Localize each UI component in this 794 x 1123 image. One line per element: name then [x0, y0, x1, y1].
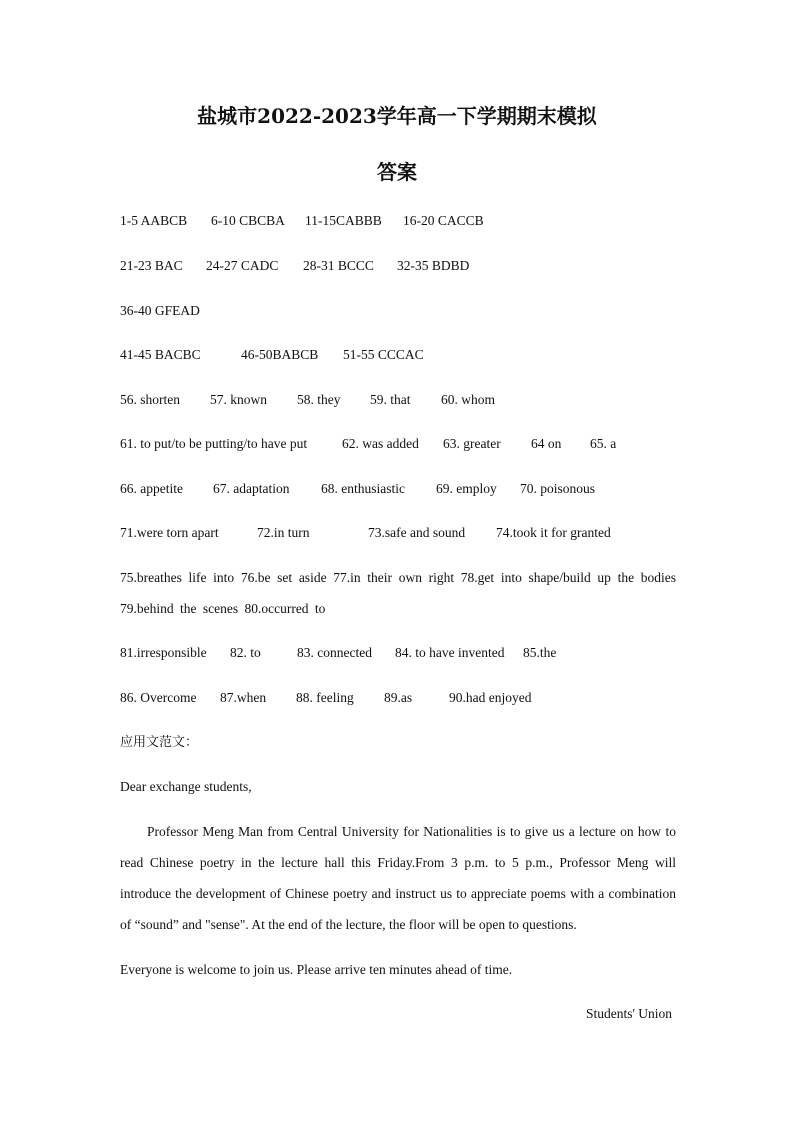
answer-item: 85.the — [523, 645, 557, 660]
answer-item: 63. greater — [443, 436, 501, 451]
answer-row-2 — [120, 257, 469, 275]
essay-signature: Students' Union — [585, 1006, 672, 1021]
answer-item: 46-50BABCB — [241, 347, 319, 362]
answer-item: 60. whom — [441, 392, 495, 407]
answer-item: 74.took it for granted — [496, 525, 611, 540]
answer-item: 87.when — [220, 690, 267, 705]
answer-item: 41-45 BACBC — [120, 347, 201, 362]
answer-row-5 — [120, 391, 495, 409]
answer-item: 70. poisonous — [520, 481, 596, 496]
answer-item: 6-10 CBCBA — [211, 213, 285, 228]
answer-item: 24-27 CADC — [206, 258, 279, 273]
answer-row-11 — [120, 689, 531, 707]
answer-item: 73.safe and sound — [368, 525, 466, 540]
answer-item: 21-23 BAC — [120, 258, 183, 273]
answer-item: 69. employ — [436, 481, 497, 496]
answer-item: 32-35 BDBD — [397, 258, 470, 273]
answer-item: 28-31 BCCC — [303, 258, 374, 273]
answer-row-6 — [120, 435, 616, 453]
answer-item: 66. appetite — [120, 481, 183, 496]
answer-item: 56. shorten — [120, 392, 180, 407]
answer-item: 59. that — [370, 392, 411, 407]
answer-item: 1-5 AABCB — [120, 213, 188, 228]
answer-paragraph: 75.breathes life into 76.be set aside 77.in their own right 78.get into shape/build up the bodies 79.behind the scenes 80.occurred to — [120, 570, 676, 616]
answer-row-4 — [120, 346, 424, 364]
essay-greeting: Dear exchange students, — [120, 779, 252, 794]
answer-item: 36-40 GFEAD — [120, 303, 200, 318]
answer-row-8 — [120, 524, 611, 542]
answer-item: 61. to put/to be putting/to have put — [120, 436, 308, 451]
answer-item: 90.had enjoyed — [449, 690, 532, 705]
answer-row-10 — [120, 644, 556, 662]
answer-item: 86. Overcome — [120, 690, 197, 705]
answer-item: 84. to have invented — [395, 645, 505, 660]
answer-item: 81.irresponsible — [120, 645, 207, 660]
essay-body — [120, 816, 676, 940]
answer-item: 64 on — [531, 436, 562, 451]
answer-row-7 — [120, 480, 595, 498]
answer-row-1 — [120, 212, 484, 230]
answer-item: 68. enthusiastic — [321, 481, 405, 496]
answer-item: 57. known — [210, 392, 267, 407]
answer-item: 62. was added — [342, 436, 419, 451]
essay-closing: Everyone is welcome to join us. Please arrive ten minutes ahead of time. — [120, 962, 513, 977]
answer-item: 88. feeling — [296, 690, 354, 705]
answer-row-3 — [120, 302, 200, 320]
essay-paragraph: Professor Meng Man from Central University for Nationalities is to give us a lecture on how to read Chinese poetry in the lecture hall this Friday.From 3 p.m. to 5 p.m., Professor Meng will introduce the development of Chinese poetry and instruct us to appreciate poems with a combination of “sound” and "sense". At the end of the lecture, the floor will be open to questions. — [120, 824, 676, 932]
answer-item: 83. connected — [297, 645, 372, 660]
answer-row-9 — [120, 562, 676, 624]
answer-item: 51-55 CCCAC — [343, 347, 424, 362]
document-title: 盐城市2022-2023学年高一下学期期末模拟 — [197, 104, 597, 128]
answer-item: 11-15CABBB — [305, 213, 382, 228]
answer-item: 82. to — [230, 645, 261, 660]
answer-item: 67. adaptation — [213, 481, 290, 496]
answer-item: 89.as — [384, 690, 413, 705]
essay-heading: 应用文范文： — [120, 735, 199, 750]
answer-item: 72.in turn — [257, 525, 310, 540]
answer-item: 71.were torn apart — [120, 525, 219, 540]
answer-item: 16-20 CACCB — [403, 213, 484, 228]
answer-item: 65. a — [590, 436, 617, 451]
document-subtitle: 答案 — [377, 160, 417, 184]
answer-item: 58. they — [297, 392, 341, 407]
